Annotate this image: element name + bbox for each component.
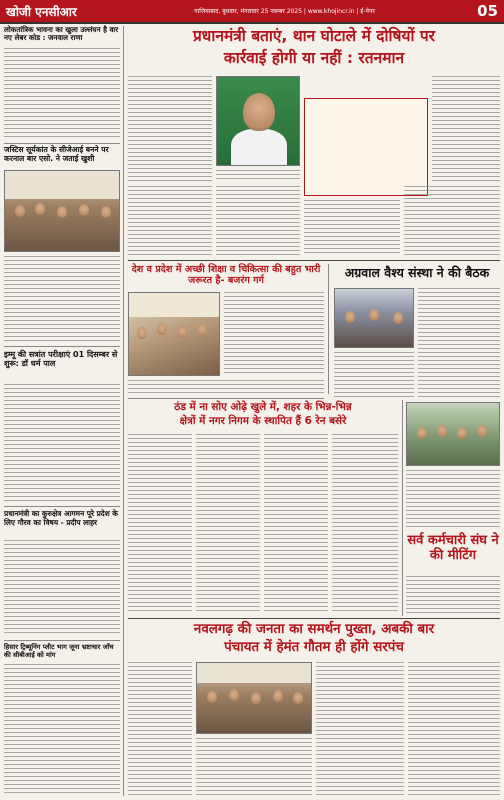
lead-body-col1b <box>128 186 212 256</box>
navalgarh-headline-line2: पंचायत में हेमंत गौतम ही होंगे सरपंच <box>224 640 404 655</box>
headline-kurukshetra: प्रधानमंत्री का कुरुक्षेत्र आगमन पूरे प्रदेश के लिए गौरव का विषय - प्रदीप लाहर <box>4 509 118 527</box>
lead-body-col3b <box>304 200 400 256</box>
divider <box>128 398 324 399</box>
headline-staff: सर्व कर्मचारी संघ ने की मीटिंग <box>407 533 499 563</box>
photo-ratanman-portrait <box>216 76 300 166</box>
lead-body-col2 <box>216 170 300 182</box>
body-cold-3 <box>264 434 328 614</box>
body-education-2 <box>128 380 324 394</box>
cold-headline-line2: क्षेत्रों में नगर निगम के स्थापित हैं 6 रेन बसेरे <box>179 415 347 427</box>
body-navalgarh-3 <box>316 662 404 796</box>
body-cold-1 <box>128 434 192 614</box>
cold-headline-line1: ठंड में ना सोए ओढ़े खुले में, शहर के भिन्न-भिन्न <box>174 401 352 413</box>
lead-body-col4b <box>404 186 500 256</box>
divider <box>4 506 120 507</box>
lead-headline-line1: प्रधानमंत्री बताएं, थान घोटाले में दोषियों पर <box>192 27 435 45</box>
body-lok-sabha <box>4 48 120 140</box>
masthead-rule <box>0 22 504 24</box>
navalgarh-headline-line1: नवलगढ़ की जनता का समर्थन पुख्ता, अबकी बार <box>193 622 435 637</box>
page-number: 05 <box>477 2 498 20</box>
headline-triumph: हिसार ट्रिब्यूनिंग प्लीट भाग जूना भ्रष्टाचार जाँच की सीबीआई को मांग <box>4 643 114 659</box>
column-rule <box>402 400 403 616</box>
body-justice <box>4 256 120 342</box>
photo-staff-meeting <box>406 402 500 466</box>
lead-quote-box <box>304 98 428 196</box>
body-staff-2 <box>406 576 500 614</box>
body-staff <box>406 470 500 530</box>
lead-body-col1 <box>128 76 212 182</box>
body-cold-4 <box>332 434 398 614</box>
body-kurukshetra <box>4 540 120 636</box>
column-rule <box>328 264 329 394</box>
lead-body-col2b <box>216 186 300 256</box>
body-navalgarh-1 <box>128 662 192 796</box>
divider <box>128 618 500 619</box>
body-navalgarh-2 <box>196 738 312 796</box>
body-education <box>224 292 324 376</box>
headline-justice: जस्टिस सूर्यकांत के सीजेआई बनने पर करनाल बार एसो. ने जताई खुशी <box>4 145 109 163</box>
body-agrawal <box>418 288 500 398</box>
photo-justice-event <box>4 170 120 252</box>
headline-education: देश व प्रदेश में अच्छी शिक्षा व चिकित्सा की बहुत भारी जरूरत है- बजरंग गर्ग <box>131 264 321 287</box>
body-agrawal-2 <box>334 352 414 398</box>
headline-agrawal: अग्रवाल वैश्य संस्था ने की बैठक <box>344 265 490 280</box>
body-cold-2 <box>196 434 260 614</box>
column-rule <box>123 26 124 796</box>
paper-name: खोजी एनसीआर <box>6 4 77 19</box>
photo-agrawal-meeting <box>334 288 414 348</box>
dateline: गाजियाबाद, बुधवार, मंगलवार 25 नवम्बर 2025 | www.khojincr.in | ई-पेपर <box>194 8 375 15</box>
body-navalgarh-4 <box>408 662 500 796</box>
photo-education-meeting <box>128 292 220 376</box>
photo-navalgarh-rally <box>196 662 312 734</box>
headline-lok-sabha: लोकतांत्रिक भावना का खुला उल्लंघन है वार नए लेबर कोड : जनवाल राणा <box>4 25 119 43</box>
divider <box>128 260 500 261</box>
lead-headline-line2: कार्रवाई होगी या नहीं : रतनमान <box>223 49 405 67</box>
masthead <box>0 0 504 22</box>
headline-immu: इम्मू की सत्रांत परीक्षाएं 01 दिसम्बर से शुरू: डॉ धर्म पाल <box>4 350 118 369</box>
body-immu <box>4 384 120 502</box>
divider <box>4 640 120 641</box>
divider <box>4 346 120 347</box>
body-triumph <box>4 664 120 796</box>
lead-body-col4 <box>432 76 500 182</box>
divider <box>4 143 120 144</box>
